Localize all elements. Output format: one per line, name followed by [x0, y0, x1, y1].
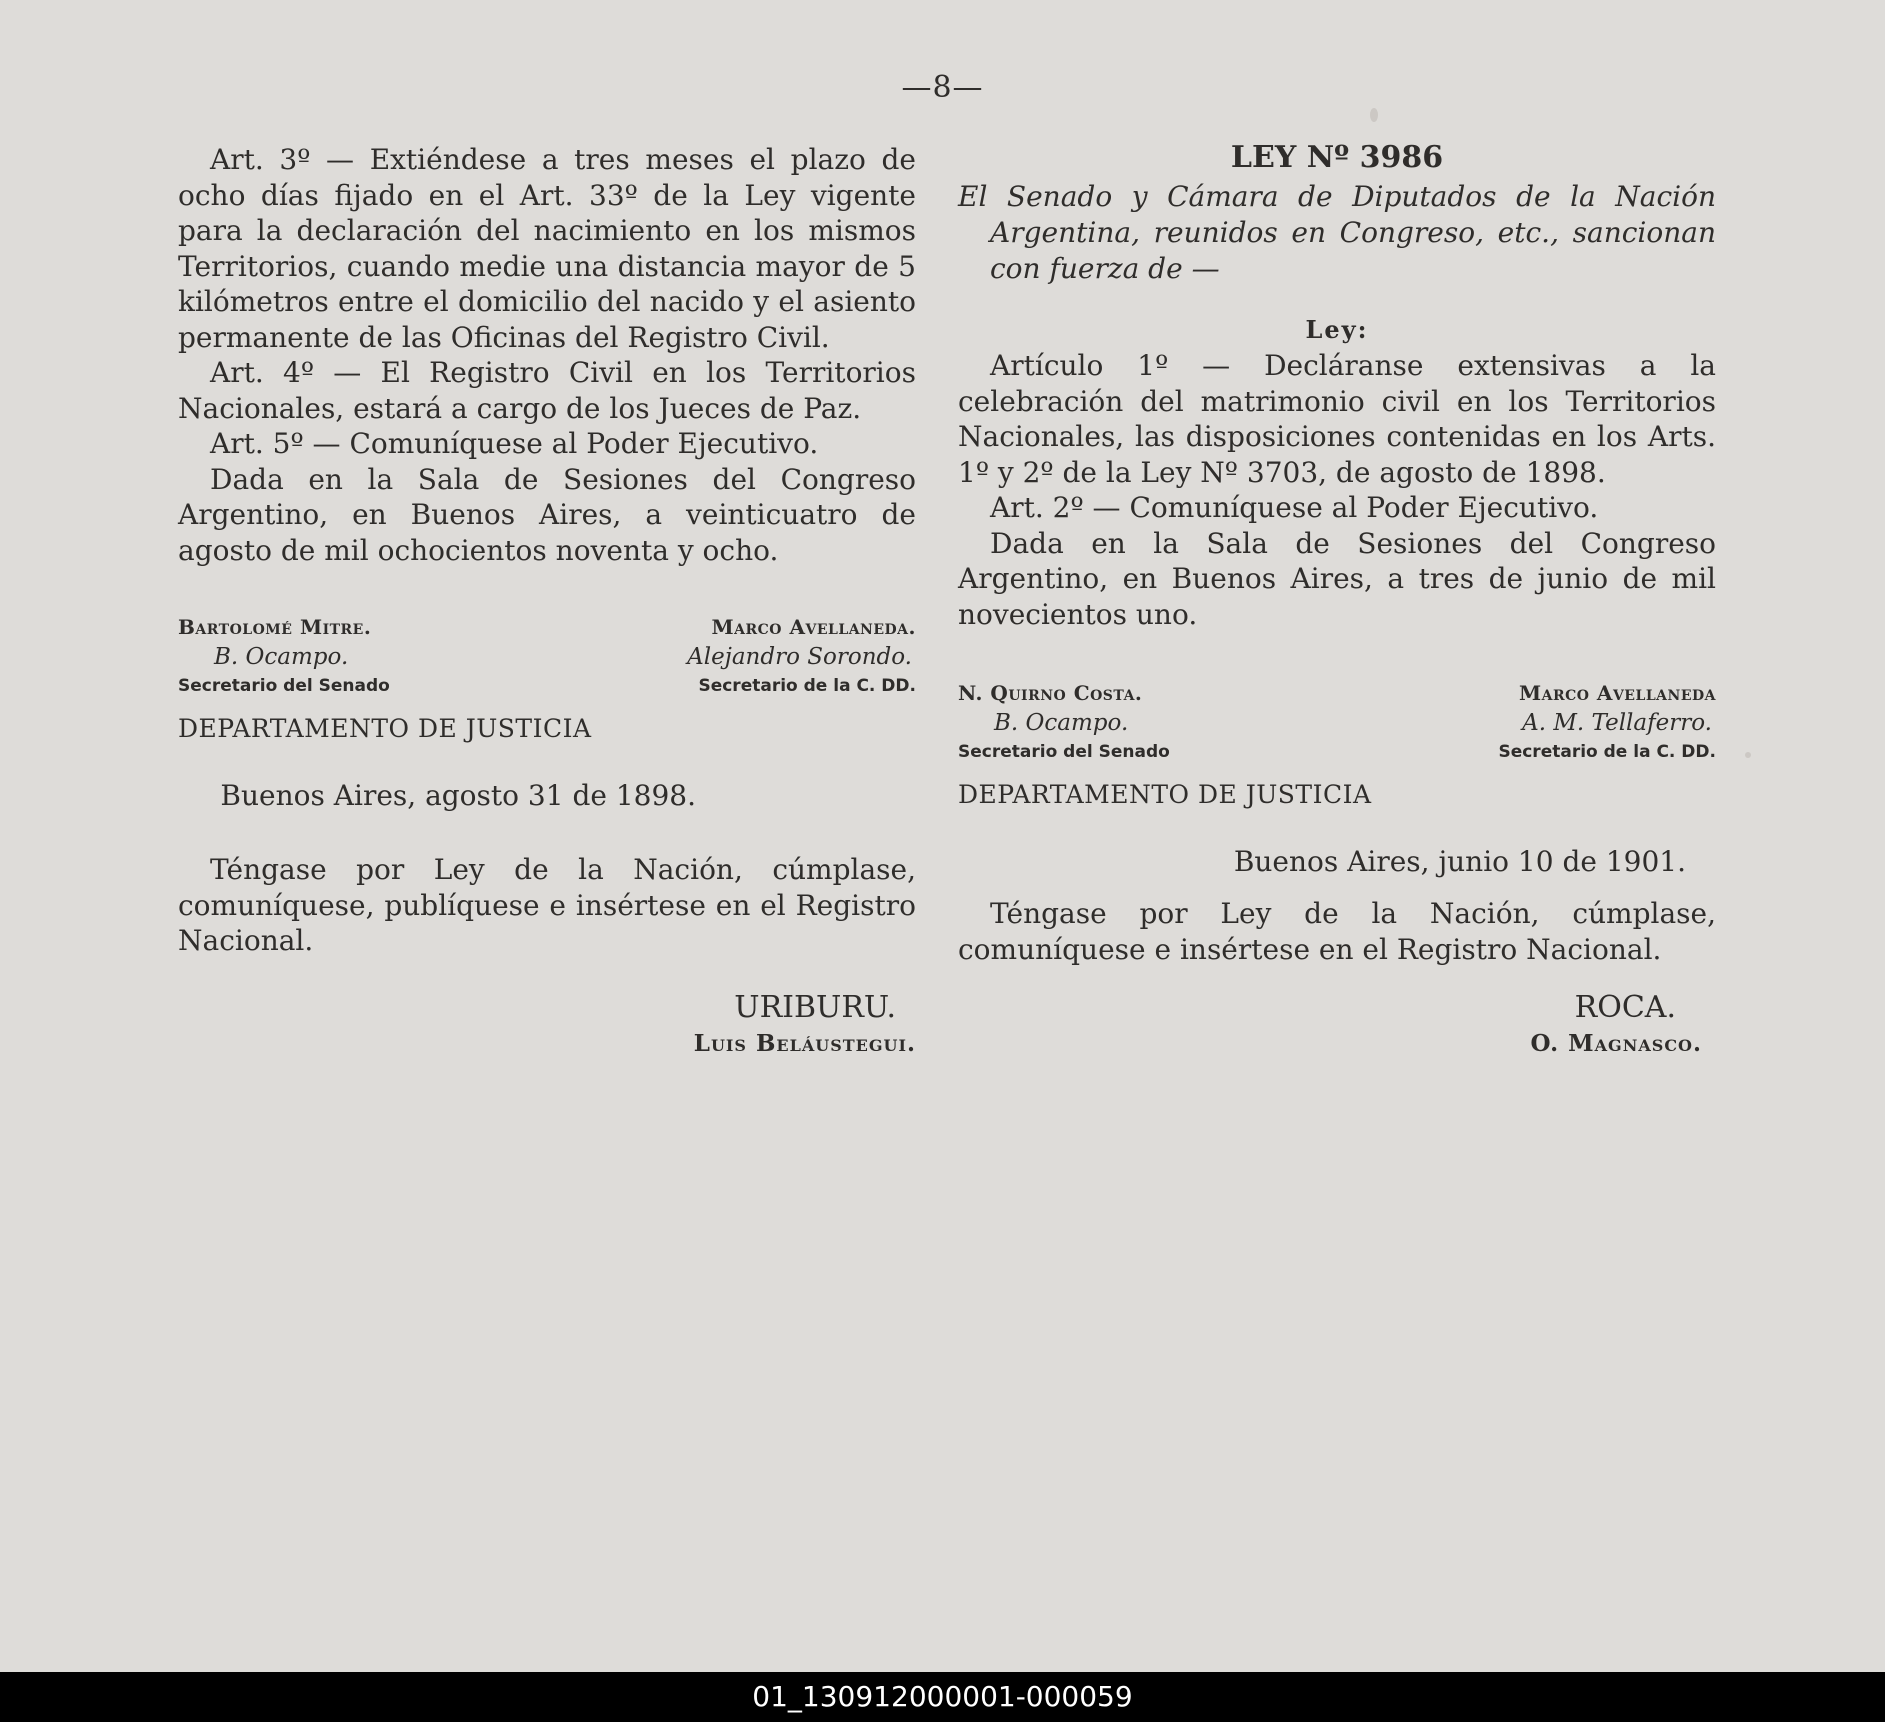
promulgation-decree: Téngase por Ley de la Nación, cúmplase, comuníquese e insértese en el Registro Nacional.	[958, 897, 1716, 966]
executive-signature	[958, 989, 1716, 1061]
president-name: ROCA.	[1574, 990, 1676, 1025]
promulgation-decree: Téngase por Ley de la Nación, cúmplase, comuníquese, publíquese e insértese en el Registro Nacional.	[178, 853, 916, 957]
department-heading: DEPARTAMENTO DE JUSTICIA	[958, 780, 1372, 809]
executive-signature	[178, 989, 916, 1061]
deputies-president-name: Marco Avellaneda	[1518, 681, 1716, 705]
decree-date: Buenos Aires, agosto 31 de 1898.	[220, 779, 696, 812]
deputies-secretary-role: Secretario de la C. DD.	[698, 676, 916, 696]
image-id-footer: 01_130912000001-000059	[0, 1672, 1885, 1722]
paper-smudge	[1370, 108, 1378, 122]
deputies-signature	[1498, 678, 1716, 766]
article-3: Art. 3º — Extiéndese a tres meses el plazo de ocho días fijado en el Art. 33º de la Ley vigente para la declaración del nacimiento en los mismos Territorios, cuando medie una distancia mayor de 5 kilómetros entre el domicilio del nacido y el asiento permanente de las Oficinas del Registro Civil.	[178, 143, 916, 354]
deputies-secretary-name: Alejandro Sorondo.	[687, 644, 912, 670]
department-heading: DEPARTAMENTO DE JUSTICIA	[178, 714, 592, 743]
law-title: LEY Nº 3986	[1230, 140, 1444, 175]
article-5: Art. 5º — Comuníquese al Poder Ejecutivo.	[210, 427, 819, 460]
ley-heading: Ley:	[1305, 315, 1369, 344]
senate-secretary-name: B. Ocampo.	[214, 644, 349, 670]
senate-president-name: N. Quirno Costa.	[958, 681, 1143, 705]
left-column	[178, 142, 916, 1061]
congress-signatures	[178, 612, 916, 700]
right-column	[958, 140, 1716, 1061]
congress-signatures	[958, 678, 1716, 766]
given-in-session: Dada en la Sala de Sesiones del Congreso Argentino, en Buenos Aires, a veinticuatro de agosto de mil ochocientos noventa y ocho.	[178, 462, 916, 567]
senate-signature	[178, 612, 390, 700]
minister-name: Luis Beláustegui.	[693, 1029, 916, 1057]
paper-smudge	[1745, 752, 1751, 758]
senate-secretary-role: Secretario del Senado	[958, 742, 1170, 762]
president-name: URIBURU.	[734, 989, 896, 1025]
decree-date: Buenos Aires, junio 10 de 1901.	[1233, 845, 1686, 878]
senate-signature	[958, 678, 1170, 766]
page-number: —8—	[901, 70, 984, 105]
given-in-session: Dada en la Sala de Sesiones del Congreso Argentino, en Buenos Aires, a tres de junio de mil novecientos uno.	[958, 526, 1716, 631]
article-1: Artículo 1º — Decláranse extensivas a la celebración del matrimonio civil en los Territorios Nacionales, las disposiciones contenidas en los Arts. 1º y 2º de la Ley Nº 3703, de agosto de 1898.	[958, 349, 1716, 489]
senate-president-name: Bartolomé Mitre.	[178, 615, 372, 639]
senate-secretary-name: B. Ocampo.	[994, 710, 1129, 736]
minister-name: O. Magnasco.	[1530, 1030, 1702, 1057]
deputies-signature	[687, 612, 916, 700]
senate-secretary-role: Secretario del Senado	[178, 676, 390, 696]
article-2: Art. 2º — Comuníquese al Poder Ejecutivo.	[990, 491, 1599, 524]
article-4: Art. 4º — El Registro Civil en los Territorios Nacionales, estará a cargo de los Jueces de Paz.	[178, 356, 916, 425]
deputies-secretary-role: Secretario de la C. DD.	[1498, 742, 1716, 762]
deputies-president-name: Marco Avellaneda.	[711, 615, 916, 639]
deputies-secretary-name: A. M. Tellaferro.	[1522, 710, 1712, 736]
enactment-formula: El Senado y Cámara de Diputados de la Nación Argentina, reunidos en Congreso, etc., sancionan con fuerza de —	[958, 180, 1716, 285]
